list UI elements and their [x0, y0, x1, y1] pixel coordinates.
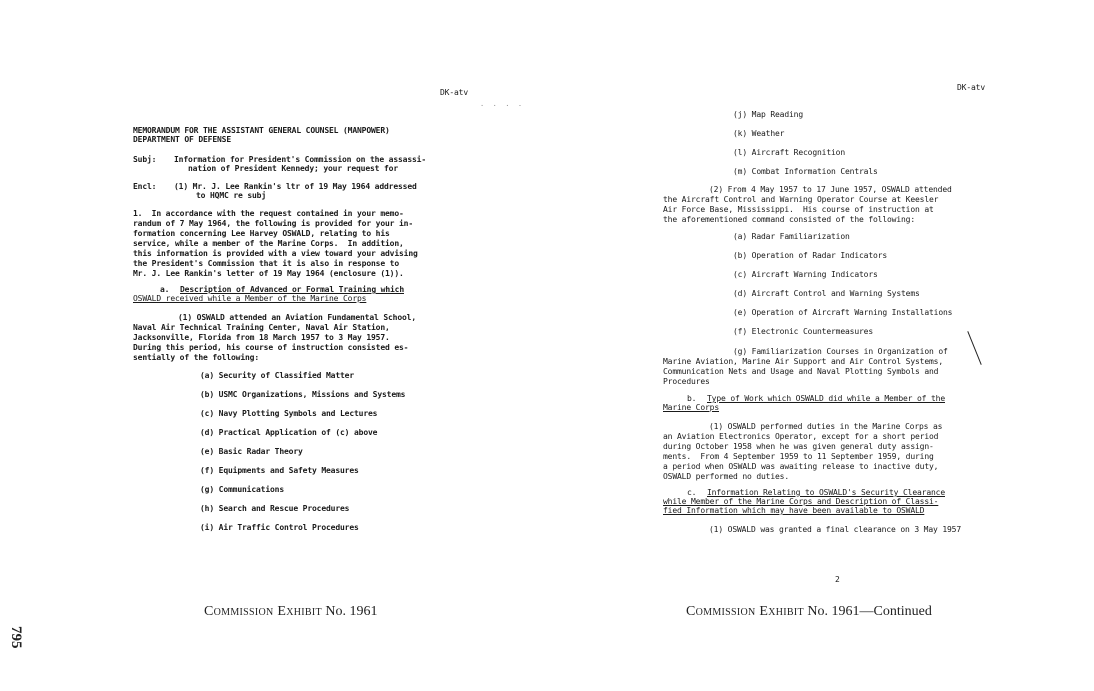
list-item: (g) Communications: [200, 485, 284, 494]
section-c-heading-1: Information Relating to OSWALD's Security Clearance: [707, 488, 945, 497]
list-item: (d) Aircraft Control and Warning Systems: [733, 289, 920, 298]
right-header-code: DK-atv: [957, 83, 985, 92]
list-item: (c) Aircraft Warning Indicators: [733, 270, 878, 279]
paragraph-1-line: this information is provided with a view toward your advising: [133, 249, 418, 258]
left-caption-number: No. 1961: [325, 604, 378, 619]
paragraph-b1-line: a period when OSWALD was awaiting release to inactive duty,: [663, 462, 939, 471]
left-header-code: DK-atv: [440, 88, 468, 97]
paragraph-a1-line: (1) OSWALD attended an Aviation Fundamental School,: [178, 313, 416, 322]
encl-line-1: (1) Mr. J. Lee Rankin's ltr of 19 May 1964 addressed: [174, 182, 417, 191]
paragraph-a2-line: the aforementioned command consisted of the following:: [663, 215, 915, 224]
list-item: (e) Basic Radar Theory: [200, 447, 303, 456]
list-item: (c) Navy Plotting Symbols and Lectures: [200, 409, 378, 418]
list-item: (h) Search and Rescue Procedures: [200, 504, 350, 513]
right-caption: [686, 604, 932, 620]
paragraph-a1-line: Jacksonville, Florida from 18 March 1957 to 3 May 1957.: [133, 333, 390, 342]
paragraph-b1-line: (1) OSWALD performed duties in the Marine Corps as: [709, 422, 943, 431]
handwritten-check-mark: [967, 331, 981, 365]
subj-line-1: Information for President's Commission on the assassi-: [174, 155, 426, 164]
list-item: (m) Combat Information Centrals: [733, 167, 878, 176]
encl-label: Encl:: [133, 182, 157, 191]
subj-line-2: nation of President Kennedy; your request for: [188, 164, 398, 173]
paragraph-1: [133, 209, 418, 279]
right-page-number: 2: [835, 575, 840, 584]
left-caption-prefix: Commission Exhibit: [204, 604, 322, 619]
memo-title-line-2: DEPARTMENT OF DEFENSE: [133, 135, 231, 144]
section-a-heading-1: Description of Advanced or Formal Training which: [180, 285, 404, 294]
paragraph-g: [663, 347, 948, 387]
section-b-letter: b.: [687, 394, 697, 403]
paragraph-1-line: formation concerning Lee Harvey OSWALD, relating to his: [133, 229, 390, 238]
section-b-heading-2: Marine Corps: [663, 403, 719, 412]
encl-line-2: to HQMC re subj: [196, 191, 266, 200]
training-list: [200, 371, 405, 542]
paragraph-a1-line: During this period, his course of instruction consisted es-: [133, 343, 409, 352]
paragraph-a2: [663, 185, 952, 225]
paragraph-a2-line: (2) From 4 May 1957 to 17 June 1957, OSWALD attended: [709, 185, 952, 194]
paragraph-1-line: 1. In accordance with the request contained in your memo-: [133, 209, 404, 218]
paragraph-b1-line: ments. From 4 September 1959 to 11 September 1959, during: [663, 452, 934, 461]
right-page: [547, 0, 1094, 691]
paragraph-b1: [663, 422, 942, 482]
paragraph-c1: (1) OSWALD was granted a final clearance on 3 May 1957: [709, 525, 961, 534]
list-item: (b) Operation of Radar Indicators: [733, 251, 887, 260]
memo-title-line-1: MEMORANDUM FOR THE ASSISTANT GENERAL COUNSEL (MANPOWER): [133, 126, 390, 135]
section-c-letter: c.: [687, 488, 697, 497]
right-caption-number: No. 1961—Continued: [807, 604, 932, 619]
paragraph-1-line: service, while a member of the Marine Corps. In addition,: [133, 239, 404, 248]
section-a-heading-2: OSWALD received while a Member of the Marine Corps: [133, 294, 367, 303]
paragraph-b1-line: during October 1958 when he was given general duty assign-: [663, 442, 934, 451]
list-item: (f) Electronic Countermeasures: [733, 327, 873, 336]
section-a-letter: a.: [160, 285, 170, 294]
book-page-number: 795: [8, 626, 24, 649]
list-item: (e) Operation of Aircraft Warning Installations: [733, 308, 953, 317]
paragraph-a1-line: sentially of the following:: [133, 353, 259, 362]
paragraph-1-line: randum of 7 May 1964, the following is provided for your in-: [133, 219, 413, 228]
paragraph-a1: [133, 313, 416, 363]
list-item: (k) Weather: [733, 129, 785, 138]
paragraph-g-line: Communication Nets and Usage and Naval Plotting Symbols and: [663, 367, 939, 376]
paragraph-g-line: (g) Familiarization Courses in Organization of: [733, 347, 948, 356]
paragraph-a2-line: the Aircraft Control and Warning Operator Course at Keesler: [663, 195, 939, 204]
paragraph-1-line: Mr. J. Lee Rankin's letter of 19 May 1964 (enclosure (1)).: [133, 269, 404, 278]
list-item: (f) Equipments and Safety Measures: [200, 466, 359, 475]
paragraph-g-line: Marine Aviation, Marine Air Support and Air Control Systems,: [663, 357, 943, 366]
list-item: (d) Practical Application of (c) above: [200, 428, 378, 437]
list-item: (i) Air Traffic Control Procedures: [200, 523, 359, 532]
list-item: (l) Aircraft Recognition: [733, 148, 845, 157]
right-list-top: [733, 110, 878, 186]
right-caption-prefix: Commission Exhibit: [686, 604, 804, 619]
left-caption: [204, 604, 378, 620]
paragraph-a2-line: Air Force Base, Mississippi. His course of instruction at: [663, 205, 934, 214]
list-item: (j) Map Reading: [733, 110, 803, 119]
paragraph-g-line: Procedures: [663, 377, 710, 386]
keesler-list: [733, 232, 952, 346]
subj-label: Subj:: [133, 155, 157, 164]
paragraph-b1-line: an Aviation Electronics Operator, except for a short period: [663, 432, 939, 441]
paragraph-1-line: the President's Commission that it is also in response to: [133, 259, 399, 268]
left-header-dots: . . . .: [480, 100, 523, 108]
list-item: (b) USMC Organizations, Missions and Systems: [200, 390, 406, 399]
section-b-heading-1: Type of Work which OSWALD did while a Member of the: [707, 394, 945, 403]
list-item: (a) Radar Familiarization: [733, 232, 850, 241]
section-c-heading-2: while Member of the Marine Corps and Description of Classi-: [663, 497, 939, 506]
list-item: (a) Security of Classified Matter: [200, 371, 354, 380]
paragraph-a1-line: Naval Air Technical Training Center, Naval Air Station,: [133, 323, 390, 332]
section-c-heading-3: fied Information which may have been available to OSWALD: [663, 506, 925, 515]
paragraph-b1-line: OSWALD performed no duties.: [663, 472, 789, 481]
